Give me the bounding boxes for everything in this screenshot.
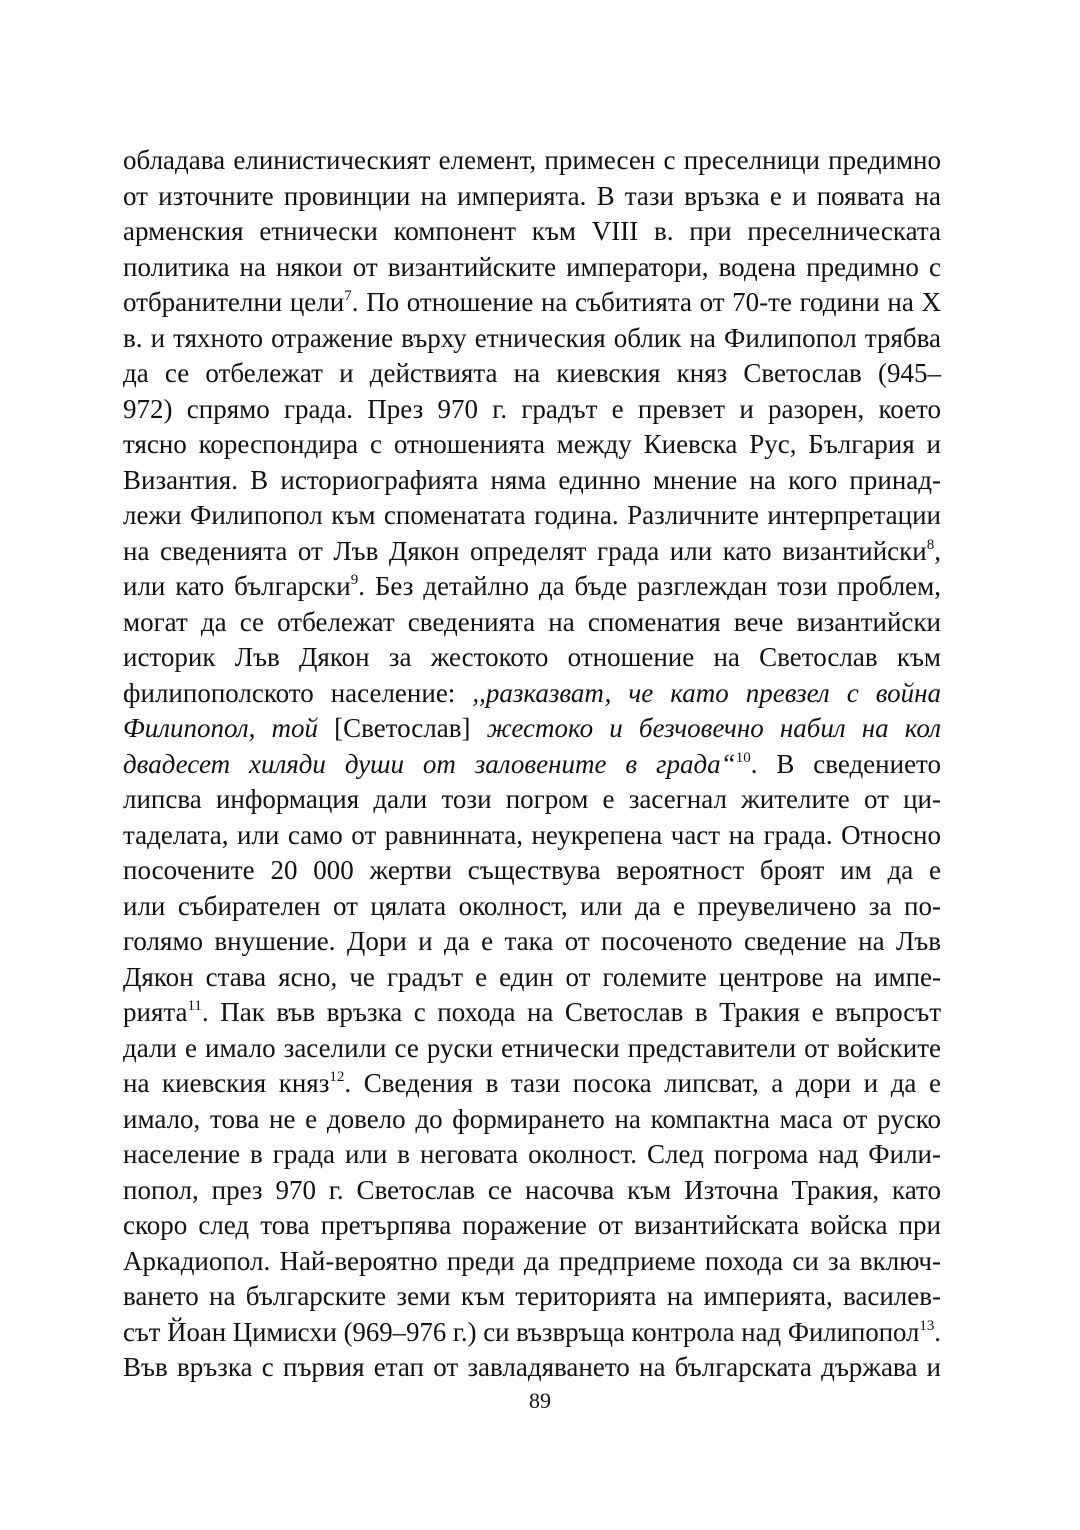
line-text: попол, през 970 г. Светослав се насочва към Източна Тракия, като (123, 1174, 941, 1205)
text-line (123, 853, 941, 889)
line-text: население в града или в неговата околност. След погрома над Фили- (123, 1139, 941, 1169)
text-line (123, 392, 941, 428)
line-text: . (934, 1316, 941, 1347)
footnote-ref: 8 (926, 536, 935, 553)
line-text: филипополското население: (123, 677, 473, 708)
text-line (123, 1173, 941, 1209)
line-text: историк Лъв Дякон за жестокото отношение на Светослав към (123, 642, 941, 672)
line-text: да се отбележат и действията на киевския княз Светослав (945– (123, 358, 941, 388)
text-line (123, 1244, 941, 1280)
line-text: скоро след това претърпява поражение от византийската войска при (123, 1210, 941, 1240)
text-line (123, 214, 941, 250)
text-line (123, 569, 941, 605)
footnote-ref: 13 (919, 1317, 935, 1334)
line-text: тясно кореспондира с отношенията между Киевска Рус, България и (123, 429, 941, 459)
line-text: политика на някои от византийските императори, водена предимно с (123, 251, 941, 282)
text-line (123, 782, 941, 818)
line-text: арменския етнически компонент към VIII в. при преселническата (123, 216, 941, 246)
text-line (123, 1066, 941, 1102)
text-line (123, 179, 941, 215)
line-text: на киевския княз (123, 1068, 330, 1098)
footnote-ref: 9 (350, 572, 359, 588)
line-text: рията (123, 997, 188, 1027)
line-text: обладава елинистическият елемент, примесен с преселници предимно (123, 145, 941, 175)
text-line (123, 427, 941, 463)
line-text: . По отношение на събитията от 70-те години на Х (351, 287, 941, 317)
text-line (123, 250, 941, 286)
line-text: . Без детайлно да бъде разглеждан този проблем, (358, 571, 941, 601)
text-line (123, 924, 941, 960)
text-line (123, 534, 941, 570)
footnote-ref: 7 (344, 288, 352, 304)
text-line (123, 711, 941, 747)
line-text: ването на българските земи към територията на империята, василев- (123, 1281, 941, 1311)
text-line (123, 1208, 941, 1244)
line-text: Във връзка с първия етап от завладяването на българската държава и (123, 1352, 941, 1382)
line-text: или събирателен от цялата околност, или да е преувеличено за по- (123, 890, 941, 921)
line-text: могат да се отбележат сведенията на споменатия вече византийски (123, 606, 941, 637)
text-line (123, 676, 941, 712)
line-text: Дякон става ясно, че градът е един от големите центрове на импе- (123, 961, 941, 992)
line-text: Византия. В историографията няма единно мнение на кого принад- (123, 464, 941, 495)
text-line (123, 1315, 941, 1351)
text-line (123, 605, 941, 641)
text-line (123, 1279, 941, 1315)
footnote-ref: 10 (735, 749, 751, 766)
quote-text: ,,разказват, че като превзел с война (472, 677, 941, 708)
page-number: 89 (529, 1388, 551, 1413)
line-text: липсва информация дали този погром е засегнал жителите от ци- (123, 784, 941, 814)
text-line (123, 640, 941, 676)
text-line (123, 285, 941, 321)
text-line (123, 1031, 941, 1067)
line-text: . Сведения в тази посока липсват, а дори и да е (344, 1068, 941, 1098)
text-line (123, 747, 941, 783)
line-text: посочените 20 000 жертви съществува вероятност броят им да е (123, 855, 941, 885)
text-line (123, 1102, 941, 1138)
line-text: Аркадиопол. Най-вероятно преди да предприеме похода си за включ- (123, 1245, 941, 1276)
line-text: или като български (123, 571, 351, 601)
line-text: сът Йоан Цимисхи (969–976 г.) си възвръща контрола над Филипопол (123, 1316, 920, 1347)
line-text: . В сведението (750, 748, 941, 779)
line-text: от източните провинции на империята. В тази връзка е и появата на (123, 180, 941, 211)
footnote-ref: 12 (329, 1069, 345, 1085)
text-line (123, 321, 941, 357)
line-text: голямо внушение. Дори и да е така от посоченото сведение на Лъв (123, 926, 941, 956)
text-line (123, 995, 941, 1031)
footnote-ref: 11 (187, 998, 202, 1014)
line-text: лежи Филипопол към споменатата година. Различните интерпретации (123, 500, 941, 530)
text-line (123, 889, 941, 925)
text-line (123, 498, 941, 534)
line-text: [Светослав] (334, 713, 487, 743)
quote-text: двадесет хиляди души от заловените в града“ (123, 748, 736, 779)
quote-text: Филипопол, той (123, 713, 335, 743)
text-line (123, 960, 941, 996)
line-text: . Пак във връзка с похода на Светослав в Тракия е въпросът (201, 997, 941, 1027)
text-line (123, 356, 941, 392)
text-line (123, 1350, 941, 1386)
text-line (123, 463, 941, 499)
line-text: на сведенията от Лъв Дякон определят града или като византийски (123, 535, 927, 566)
body-text (123, 143, 941, 1386)
line-text: таделата, или само от равнинната, неукрепена част на града. Относно (123, 819, 941, 850)
quote-text: жестоко и безчовечно набил на кол (486, 713, 942, 743)
line-text: 972) спрямо града. През 970 г. градът е превзет и разорен, което (123, 393, 941, 424)
line-text: , (934, 535, 941, 566)
line-text: отбранителни цели (123, 287, 345, 317)
text-line (123, 1137, 941, 1173)
text-line (123, 143, 941, 179)
line-text: в. и тяхното отражение върху етническия облик на Филипопол трябва (123, 322, 941, 353)
line-text: имало, това не е довело до формирането на компактна маса от руско (123, 1103, 941, 1134)
line-text: дали е имало заселили се руски етнически представители от войските (123, 1032, 941, 1063)
text-line (123, 818, 941, 854)
